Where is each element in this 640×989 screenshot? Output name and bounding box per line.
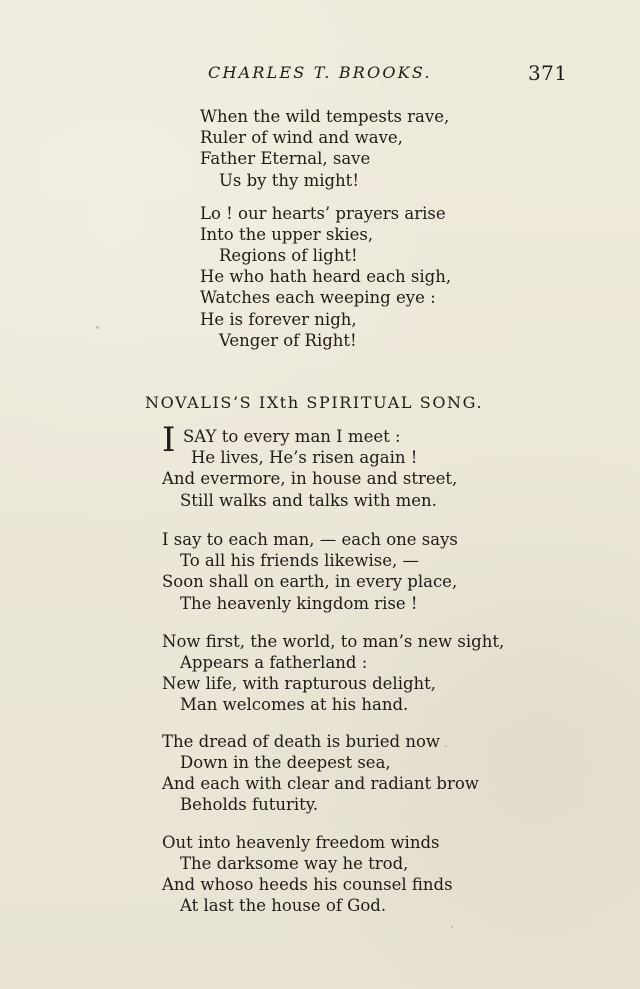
poem-line: The dread of death is buried now [162, 732, 441, 751]
drop-cap: I [162, 420, 176, 460]
poem-line: And each with clear and radiant brow [162, 774, 479, 793]
poem-line: To all his friends likewise, — [180, 551, 420, 570]
poem-line: Soon shall on earth, in every place, [162, 572, 458, 591]
poem-line: At last the house of God. [180, 896, 387, 915]
poem-line: Ruler of wind and wave, [200, 128, 403, 147]
poem-line: He lives, He’s risen again ! [191, 448, 418, 467]
poem-line: Venger of Right! [219, 331, 357, 350]
poem-line: Still walks and talks with men. [180, 491, 437, 510]
paper-speck [445, 745, 447, 747]
poem-line: Appears a fatherland : [180, 653, 368, 672]
poem-line: Man welcomes at his hand. [180, 695, 409, 714]
poem-line: He who hath heard each sigh, [200, 267, 452, 286]
poem-line: And evermore, in house and street, [162, 469, 458, 488]
poem-line: When the wild tempests rave, [200, 107, 450, 126]
poem-line: Watches each weeping eye : [200, 288, 436, 307]
poem-line: Regions of light! [219, 246, 358, 265]
poem-title: NOVALIS’S IXth SPIRITUAL SONG. [145, 393, 484, 412]
poem-line: Down in the deepest sea, [180, 753, 391, 772]
poem-line: He is forever nigh, [200, 310, 357, 329]
poem-line: New life, with rapturous delight, [162, 674, 437, 693]
poem-line: Beholds futurity. [180, 795, 319, 814]
poem-line: And whoso heeds his counsel finds [162, 875, 453, 894]
poem-line: Us by thy might! [219, 171, 359, 190]
poem-line: Out into heavenly freedom winds [162, 833, 440, 852]
poem-line: The darksome way he trod, [180, 854, 409, 873]
poem-line: Lo ! our hearts’ prayers arise [200, 204, 446, 223]
poem-line: Now first, the world, to man’s new sight, [162, 632, 505, 651]
poem-line: Into the upper skies, [200, 225, 374, 244]
paper-speck [451, 926, 453, 928]
running-header-title: CHARLES T. BROOKS. [208, 63, 432, 82]
poem-line: I say to each man, — each one says [162, 530, 458, 549]
paper-speck [96, 326, 99, 329]
poem-line: SAY to every man I meet : [183, 427, 401, 446]
page-number: 371 [528, 61, 568, 85]
poem-line: Father Eternal, save [200, 149, 371, 168]
poem-line: The heavenly kingdom rise ! [180, 594, 418, 613]
